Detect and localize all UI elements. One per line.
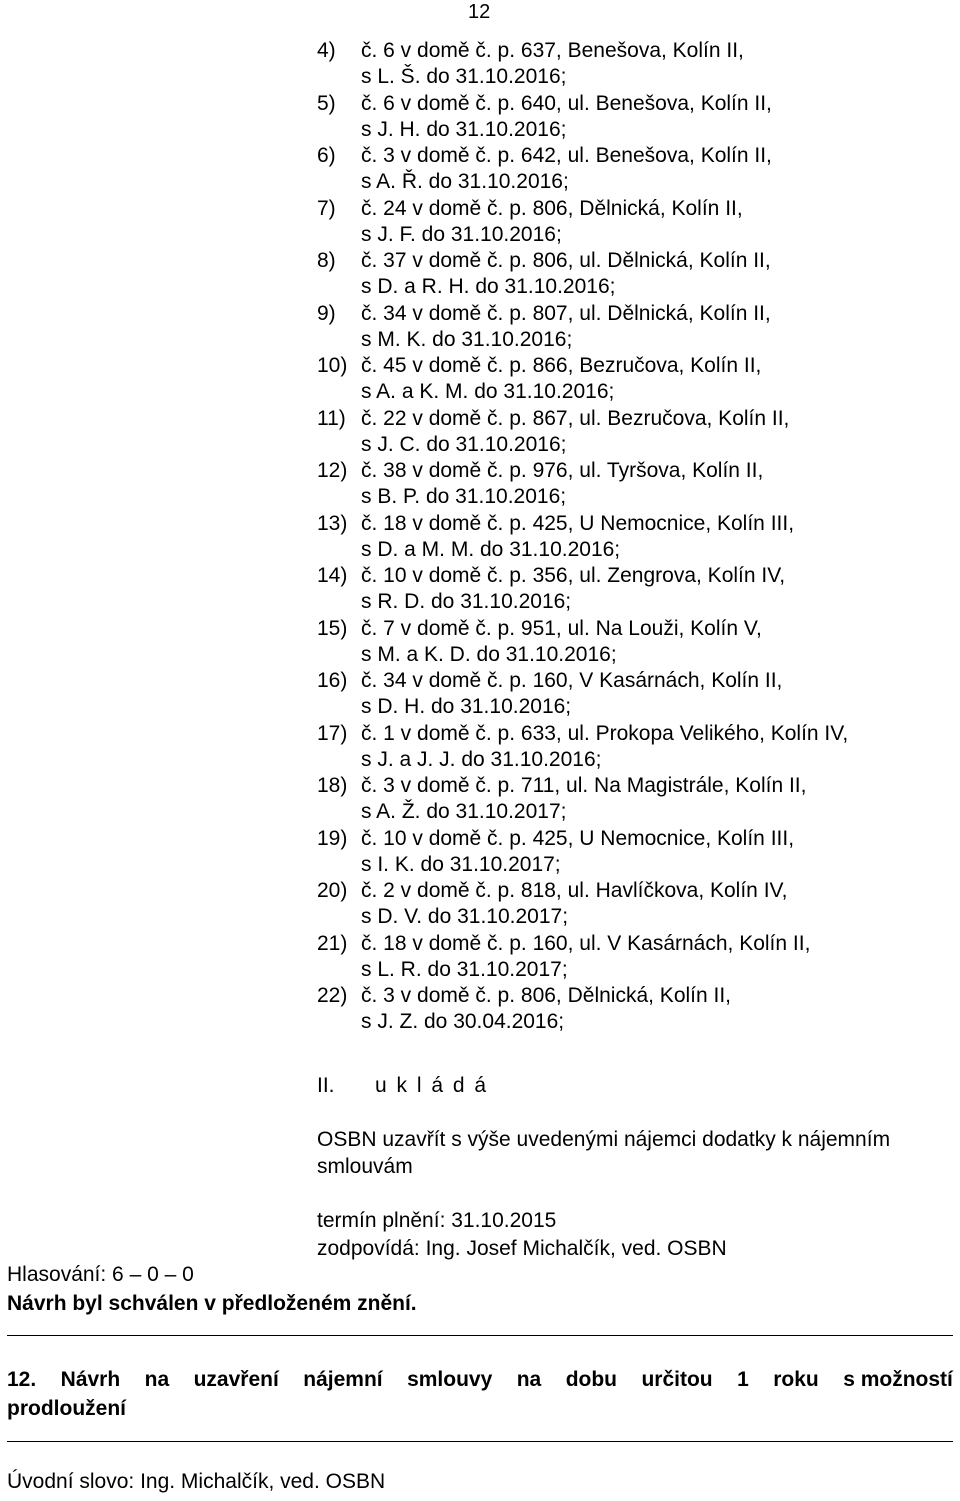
deadline-responsible: zodpovídá: Ing. Josef Michalčík, ved. OSBN	[317, 1237, 727, 1260]
task-text: OSBN uzavřít s výše uvedenými nájemci dodatky k nájemním smlouvám	[317, 1128, 891, 1178]
list-item	[317, 983, 937, 1035]
item-unit-text: č. 24 v domě č. p. 806, Dělnická, Kolín II,	[361, 196, 743, 220]
item-tenant-text: s A. Ž. do 31.10.2017;	[361, 800, 567, 823]
item-unit-text: č. 34 v domě č. p. 160, V Kasárnách, Kolín II,	[361, 669, 783, 692]
item-number: 7)	[317, 196, 336, 220]
item-tenant-text: s J. H. do 31.10.2016;	[361, 117, 567, 141]
list-item	[317, 196, 937, 248]
list-item	[317, 301, 937, 353]
heading-word: Návrh	[60, 1368, 121, 1391]
intro-speaker: Úvodní slovo: Ing. Michalčík, ved. OSBN	[7, 1470, 386, 1493]
item-tenant-text: s J. F. do 31.10.2016;	[361, 222, 562, 246]
agenda-item-number: 12.	[7, 1368, 37, 1391]
list-item	[317, 143, 937, 195]
list-item	[317, 773, 937, 825]
list-item	[317, 826, 937, 878]
item-tenant-text: s D. a M. M. do 31.10.2016;	[361, 537, 621, 561]
item-unit-text: č. 1 v domě č. p. 633, ul. Prokopa Velikého, Kolín IV,	[361, 721, 849, 745]
item-unit-text: č. 38 v domě č. p. 976, ul. Tyršova, Kolín II,	[361, 459, 764, 482]
item-unit-text: č. 2 v domě č. p. 818, ul. Havlíčkova, Kolín IV,	[361, 879, 788, 902]
item-tenant-text: s L. Š. do 31.10.2016;	[361, 65, 567, 88]
heading-line-1	[7, 1365, 953, 1394]
item-unit-text: č. 6 v domě č. p. 640, ul. Benešova, Kolín II,	[361, 91, 772, 115]
item-unit-text: č. 6 v domě č. p. 637, Benešova, Kolín II,	[361, 39, 744, 62]
item-number: 11)	[317, 406, 346, 430]
list-item	[317, 406, 937, 458]
item-number: 20)	[317, 879, 348, 902]
heading-word: smlouvy	[407, 1368, 493, 1391]
item-tenant-text: s M. a K. D. do 31.10.2016;	[361, 642, 617, 666]
item-tenant-text: s J. a J. J. do 31.10.2016;	[361, 747, 602, 771]
item-number: 18)	[317, 774, 348, 797]
item-number: 14)	[317, 564, 348, 587]
item-tenant-text: s M. K. do 31.10.2016;	[361, 327, 573, 351]
item-unit-text: č. 18 v domě č. p. 425, U Nemocnice, Kolín III,	[361, 511, 795, 535]
item-unit-text: č. 22 v domě č. p. 867, ul. Bezručova, Kolín II,	[361, 406, 790, 430]
item-tenant-text: s J. C. do 31.10.2016;	[361, 432, 567, 456]
item-number: 22)	[317, 984, 348, 1007]
item-number: 4)	[317, 39, 336, 62]
page-number: 12	[468, 1, 491, 23]
item-unit-text: č. 34 v domě č. p. 807, ul. Dělnická, Kolín II,	[361, 301, 771, 325]
list-item	[317, 616, 937, 668]
deadline-block	[317, 1207, 727, 1263]
item-unit-text: č. 7 v domě č. p. 951, ul. Na Louži, Kolín V,	[361, 616, 762, 640]
vote-result: Hlasování: 6 – 0 – 0	[7, 1263, 194, 1286]
item-tenant-text: s D. H. do 31.10.2016;	[361, 695, 572, 718]
heading-word: s možností	[843, 1368, 953, 1391]
item-unit-text: č. 45 v domě č. p. 866, Bezručova, Kolín II,	[361, 354, 762, 377]
item-number: 8)	[317, 249, 336, 272]
list-item	[317, 458, 937, 510]
heading-word: na	[516, 1368, 542, 1391]
item-unit-text: č. 3 v domě č. p. 806, Dělnická, Kolín II,	[361, 984, 732, 1007]
list-item	[317, 931, 937, 983]
item-number: 19)	[317, 826, 348, 850]
divider	[7, 1441, 953, 1442]
item-tenant-text: s D. a R. H. do 31.10.2016;	[361, 275, 616, 298]
item-number: 21)	[317, 931, 348, 955]
item-number: 5)	[317, 91, 336, 115]
item-tenant-text: s A. a K. M. do 31.10.2016;	[361, 380, 615, 403]
approval-statement: Návrh byl schválen v předloženém znění.	[7, 1292, 417, 1315]
heading-word: nájemní	[303, 1368, 383, 1391]
heading-word: roku	[773, 1368, 819, 1391]
list-item	[317, 668, 937, 720]
item-number: 17)	[317, 721, 348, 745]
list-item	[317, 91, 937, 143]
lease-list	[317, 38, 937, 1036]
item-tenant-text: s I. K. do 31.10.2017;	[361, 852, 561, 876]
item-unit-text: č. 3 v domě č. p. 642, ul. Benešova, Kolín II,	[361, 144, 772, 167]
section-numeral: II.	[317, 1074, 335, 1097]
item-tenant-text: s D. V. do 31.10.2017;	[361, 905, 569, 928]
item-unit-text: č. 37 v domě č. p. 806, ul. Dělnická, Kolín II,	[361, 249, 771, 272]
vote-block	[7, 1260, 417, 1318]
divider	[7, 1335, 953, 1336]
list-item	[317, 878, 937, 930]
item-tenant-text: s R. D. do 31.10.2016;	[361, 590, 572, 613]
item-number: 12)	[317, 459, 348, 482]
section-verb: u k l á d á	[375, 1074, 489, 1097]
item-number: 6)	[317, 144, 336, 167]
item-tenant-text: s A. Ř. do 31.10.2016;	[361, 170, 569, 193]
item-number: 13)	[317, 511, 348, 535]
item-tenant-text: s J. Z. do 30.04.2016;	[361, 1010, 565, 1033]
item-tenant-text: s L. R. do 31.10.2017;	[361, 957, 568, 981]
heading-word: na	[144, 1368, 170, 1391]
item-number: 9)	[317, 301, 336, 325]
item-unit-text: č. 10 v domě č. p. 356, ul. Zengrova, Kolín IV,	[361, 564, 786, 587]
list-item	[317, 38, 937, 90]
item-tenant-text: s B. P. do 31.10.2016;	[361, 485, 567, 508]
item-unit-text: č. 18 v domě č. p. 160, ul. V Kasárnách, Kolín II,	[361, 931, 811, 955]
item-unit-text: č. 3 v domě č. p. 711, ul. Na Magistrále, Kolín II,	[361, 774, 807, 797]
item-number: 15)	[317, 616, 348, 640]
item-unit-text: č. 10 v domě č. p. 425, U Nemocnice, Kolín III,	[361, 826, 795, 850]
list-item	[317, 248, 937, 300]
heading-word: uzavření	[193, 1368, 279, 1391]
heading-word: dobu	[565, 1368, 618, 1391]
heading-line-2: prodloužení	[7, 1397, 126, 1420]
list-item	[317, 721, 937, 773]
list-item	[317, 353, 937, 405]
item-number: 16)	[317, 669, 348, 692]
heading-word: 1	[737, 1368, 749, 1391]
heading-word: určitou	[641, 1368, 713, 1391]
resolution-section-ii	[317, 1074, 488, 1098]
agenda-item-heading	[7, 1365, 953, 1423]
deadline-term: termín plnění: 31.10.2015	[317, 1209, 557, 1232]
list-item	[317, 511, 937, 563]
list-item	[317, 563, 937, 615]
item-number: 10)	[317, 354, 348, 377]
